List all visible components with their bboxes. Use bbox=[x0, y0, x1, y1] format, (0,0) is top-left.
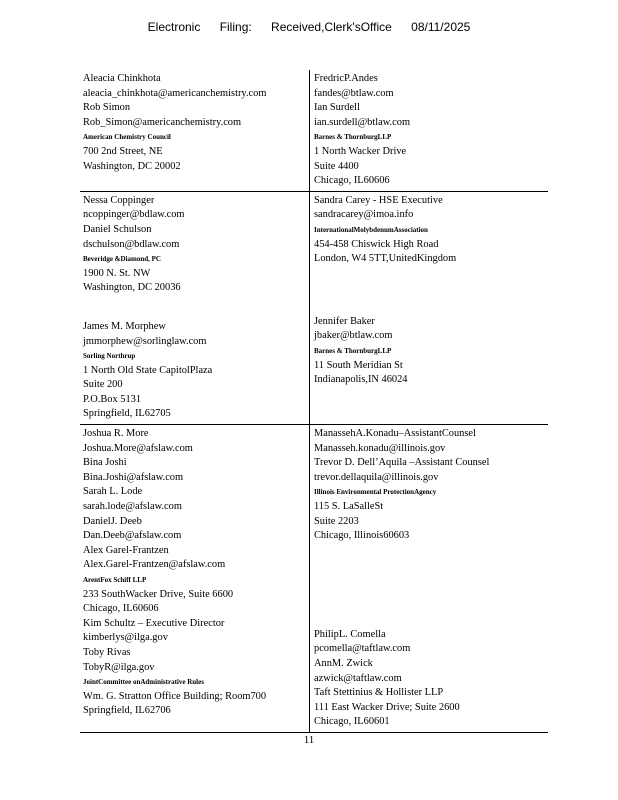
contact-line: Toby Rivas bbox=[83, 646, 131, 658]
contact-line: Suite 4400 bbox=[314, 160, 359, 172]
spacer bbox=[314, 616, 546, 628]
contact-line: James M. Morphew bbox=[83, 320, 166, 332]
contact-line: aleacia_chinkhota@americanchemistry.com bbox=[83, 87, 267, 99]
contact-line: Alex Garel-Frantzen bbox=[83, 544, 169, 556]
header-filing: Filing: bbox=[219, 20, 252, 34]
contact-line: P.O.Box 5131 bbox=[83, 393, 142, 405]
organization-name: Sorling Northrup bbox=[83, 352, 136, 361]
contact-line: Taft Stettinius & Hollister LLP bbox=[314, 687, 444, 699]
contact-line: jbaker@btlaw.com bbox=[314, 330, 393, 342]
contact-line: ncoppinger@bdlaw.com bbox=[83, 209, 185, 221]
filing-header bbox=[0, 20, 618, 34]
contact-line: Chicago, IL60601 bbox=[314, 716, 390, 728]
contact-line: 700 2nd Street, NE bbox=[83, 145, 163, 157]
contact-line: trevor.dellaquila@illinois.gov bbox=[314, 471, 439, 483]
spacer bbox=[314, 303, 546, 315]
contact-line: Rob_Simon@americanchemistry.com bbox=[83, 116, 242, 128]
contact-line: FredricP.Andes bbox=[314, 73, 378, 84]
contact-cell bbox=[310, 192, 548, 424]
contact-cell bbox=[310, 70, 548, 191]
spacer bbox=[83, 296, 307, 308]
contact-line: Chicago, Illinois60603 bbox=[314, 530, 410, 542]
service-list-table bbox=[80, 70, 548, 733]
contact-line: Jennifer Baker bbox=[314, 315, 375, 327]
contact-line: Springfield, IL62706 bbox=[83, 705, 171, 717]
contact-line: Indianapolis,IN 46024 bbox=[314, 374, 408, 386]
contact-cell bbox=[80, 425, 310, 732]
contact-line: Washington, DC 20002 bbox=[83, 160, 181, 172]
contact-line: DanielJ. Deeb bbox=[83, 515, 142, 527]
contact-line: 1 North Old State CapitolPlaza bbox=[83, 364, 213, 376]
contact-line: Trevor D. Dell’Aquila –Assistant Counsel bbox=[314, 457, 490, 469]
spacer bbox=[314, 556, 546, 568]
contact-line: azwick@taftlaw.com bbox=[314, 672, 402, 684]
contact-line: 454-458 Chiswick High Road bbox=[314, 238, 439, 250]
contact-line: PhilipL. Comella bbox=[314, 628, 386, 640]
organization-name: ArentFox Schiff LLP bbox=[83, 576, 147, 584]
contact-line: Joshua R. More bbox=[83, 428, 149, 440]
organization-name: Illinois Environmental ProtectionAgency bbox=[314, 488, 437, 497]
spacer bbox=[314, 568, 546, 580]
contact-line: Nessa Coppinger bbox=[83, 194, 155, 206]
header-date: 08/11/2025 bbox=[411, 20, 471, 34]
contact-line: Rob Simon bbox=[83, 102, 131, 114]
contact-line: Sandra Carey - HSE Executive bbox=[314, 194, 443, 206]
contact-line: Washington, DC 20036 bbox=[83, 282, 181, 294]
contact-line: Alex.Garel-Frantzen@afslaw.com bbox=[83, 559, 226, 571]
table-row bbox=[80, 425, 548, 733]
organization-name: Beveridge &Diamond, PC bbox=[83, 255, 161, 264]
contact-line: 11 South Meridian St bbox=[314, 359, 403, 371]
contact-line: Sarah L. Lode bbox=[83, 486, 143, 498]
contact-cell bbox=[80, 70, 310, 191]
header-received: Received,Clerk'sOffice bbox=[271, 20, 392, 34]
table-row bbox=[80, 70, 548, 192]
contact-line: TobyR@ilga.gov bbox=[83, 661, 155, 673]
contact-line: ManassehA.Konadu–AssistantCounsel bbox=[314, 428, 476, 440]
spacer bbox=[314, 604, 546, 616]
contact-line: 111 East Wacker Drive; Suite 2600 bbox=[314, 701, 460, 713]
spacer bbox=[83, 308, 307, 320]
contact-line: ian.surdell@btlaw.com bbox=[314, 116, 411, 128]
contact-line: jmmorphew@sorlinglaw.com bbox=[83, 335, 207, 347]
spacer bbox=[314, 267, 546, 279]
contact-line: Bina.Joshi@afslaw.com bbox=[83, 471, 184, 483]
contact-line: Joshua.More@afslaw.com bbox=[83, 442, 193, 454]
contact-line: Suite 2203 bbox=[314, 515, 359, 527]
contact-line: 1900 N. St. NW bbox=[83, 267, 151, 279]
contact-line: Ian Surdell bbox=[314, 102, 360, 114]
contact-line: 115 S. LaSalleSt bbox=[314, 501, 384, 513]
contact-line: Daniel Schulson bbox=[83, 223, 152, 235]
contact-cell bbox=[80, 192, 310, 424]
contact-line: Suite 200 bbox=[83, 379, 123, 391]
organization-name: American Chemistry Council bbox=[83, 133, 171, 142]
contact-line: 233 SouthWacker Drive, Suite 6600 bbox=[83, 588, 234, 600]
table-row bbox=[80, 192, 548, 425]
contact-line: sandracarey@imoa.info bbox=[314, 209, 414, 221]
contact-line: Bina Joshi bbox=[83, 457, 127, 469]
organization-name: InternationalMolybdenumAssociation bbox=[314, 225, 428, 234]
contact-line: kimberlys@ilga.gov bbox=[83, 632, 168, 644]
contact-cell bbox=[310, 425, 548, 732]
spacer bbox=[314, 580, 546, 592]
contact-line: fandes@btlaw.com bbox=[314, 87, 394, 99]
contact-line: Manasseh.konadu@illinois.gov bbox=[314, 442, 446, 454]
contact-line: Wm. G. Stratton Office Building; Room700 bbox=[83, 690, 267, 702]
contact-line: Chicago, IL60606 bbox=[314, 175, 390, 187]
header-electronic: Electronic bbox=[147, 20, 201, 34]
contact-line: Dan.Deeb@afslaw.com bbox=[83, 530, 182, 542]
contact-line: Chicago, IL60606 bbox=[83, 603, 159, 615]
contact-line: pcomella@taftlaw.com bbox=[314, 643, 411, 655]
spacer bbox=[314, 592, 546, 604]
contact-line: 1 North Wacker Drive bbox=[314, 145, 407, 157]
spacer bbox=[314, 291, 546, 303]
organization-name: Barnes & ThornburgLLP bbox=[314, 346, 392, 355]
spacer bbox=[314, 279, 546, 291]
contact-line: Springfield, IL62705 bbox=[83, 408, 171, 420]
contact-line: dschulson@bdlaw.com bbox=[83, 238, 180, 250]
contact-line: Kim Schultz – Executive Director bbox=[83, 617, 225, 629]
contact-line: AnnM. Zwick bbox=[314, 658, 373, 669]
contact-line: Aleacia Chinkhota bbox=[83, 73, 161, 84]
contact-line: sarah.lode@afslaw.com bbox=[83, 501, 182, 513]
organization-name: Barnes & ThornburgLLP bbox=[314, 133, 392, 142]
page-number: 11 bbox=[303, 734, 315, 746]
contact-line: London, W4 5TT,UnitedKingdom bbox=[314, 253, 457, 265]
spacer bbox=[314, 544, 546, 556]
organization-name: JointCommittee onAdministrative Rules bbox=[83, 678, 204, 687]
